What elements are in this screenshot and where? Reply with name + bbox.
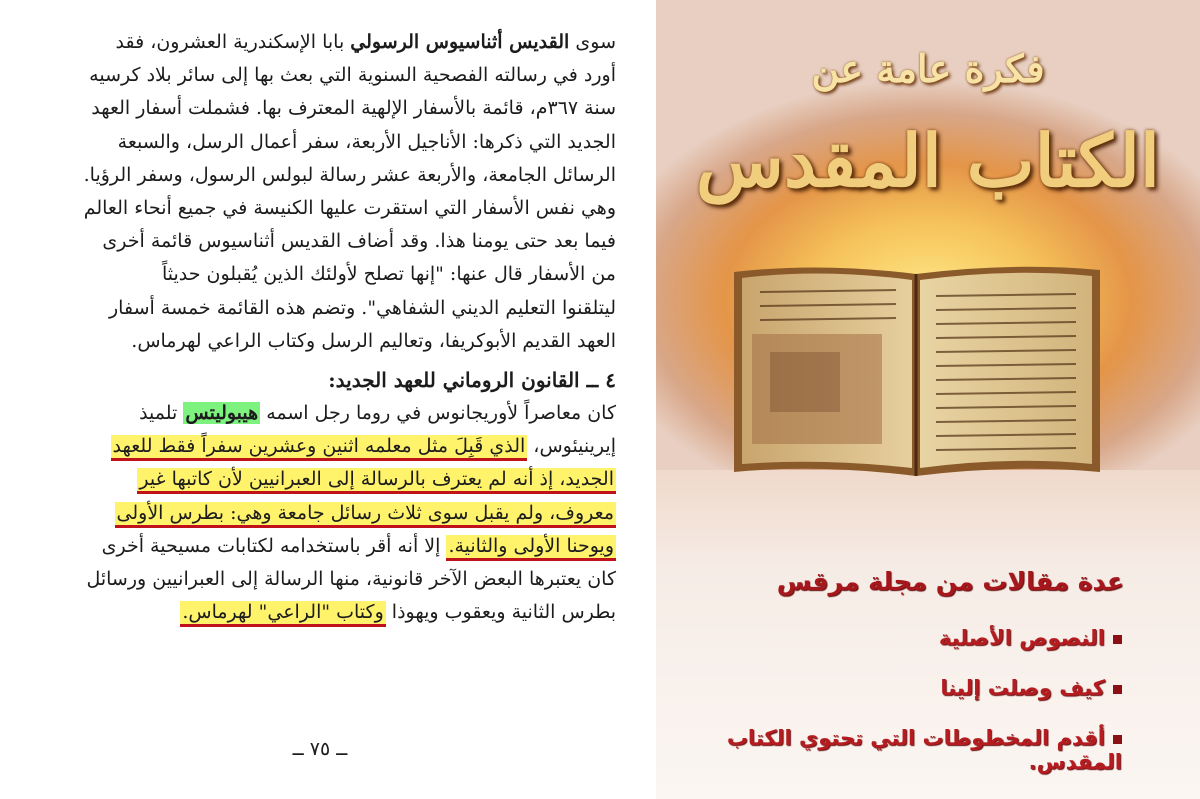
yellow-highlight-underlined: وكتاب "الراعي" لهرماس. bbox=[180, 601, 385, 627]
paragraph-1 bbox=[34, 26, 616, 358]
text-run: العهد القديم الأبوكريفا، وتعاليم الرسل وكتاب الراعي لهرماس. bbox=[131, 329, 616, 352]
cover-title-large: الكتاب المقدس bbox=[696, 118, 1160, 203]
text-line bbox=[34, 430, 616, 463]
text-line bbox=[34, 26, 616, 59]
text-run: الرسائل الجامعة، والأربعة عشر رسالة لبولس الرسول، وسفر الرؤيا. bbox=[83, 163, 616, 186]
text-line bbox=[34, 325, 616, 358]
text-line bbox=[34, 92, 616, 125]
text-run: إيرينيئوس، bbox=[527, 435, 616, 458]
text-run: بطرس الثانية ويعقوب ويهوذا bbox=[385, 601, 616, 624]
text-line bbox=[34, 563, 616, 596]
text-line bbox=[34, 497, 616, 530]
yellow-highlight-underlined: ويوحنا الأولى والثانية. bbox=[446, 535, 616, 561]
text-run: إلا أنه أقر باستخدامه لكتابات مسيحية أخرى bbox=[101, 534, 447, 557]
cover-bullet-label: أقدم المخطوطات التي تحتوي الكتاب المقدس. bbox=[726, 726, 1122, 774]
text-run: من الأسفار قال عنها: "إنها تصلح لأولئك الذين يُقبلون حديثاً bbox=[161, 263, 616, 286]
text-line bbox=[34, 596, 616, 629]
text-run: كان معاصراً لأوريجانوس في روما رجل اسمه bbox=[260, 402, 616, 425]
text-run: سوى bbox=[569, 31, 616, 53]
text-run: أورد في رسالته الفصحية السنوية التي بعث بها إلى سائر بلاد كرسيه bbox=[89, 64, 616, 87]
bullet-square-icon bbox=[1113, 635, 1122, 644]
text-line bbox=[34, 258, 616, 291]
green-highlight: هيبوليتس bbox=[185, 402, 259, 425]
text-run: وهي نفس الأسفار التي استقرت عليها الكنيسة في جميع أنحاء العالم bbox=[83, 196, 616, 219]
text-line bbox=[34, 397, 616, 430]
text-line bbox=[34, 192, 616, 225]
text-run: ليتلقنوا التعليم الديني الشفاهي". وتضم هذه القائمة خمسة أسفار bbox=[109, 296, 616, 319]
yellow-highlight-underlined: معروف، ولم يقبل سوى ثلاث رسائل جامعة وهي: بطرس الأولى bbox=[115, 502, 616, 528]
page-number: ــ ٧٥ ــ bbox=[292, 738, 348, 760]
text-run: سنة ٣٦٧م، قائمة بالأسفار الإلهية المعترف بها. فشملت أسفار العهد bbox=[91, 97, 616, 120]
bullet-square-icon bbox=[1113, 685, 1122, 694]
bold-text-run: القديس أثناسيوس الرسولي bbox=[350, 31, 570, 53]
cover-bullet-oldest-manuscripts bbox=[656, 726, 1122, 774]
text-line bbox=[34, 126, 616, 159]
paragraph-2 bbox=[34, 397, 616, 629]
text-run: كان يعتبرها البعض الآخر قانونية، منها الرسالة إلى العبرانيين ورسائل bbox=[86, 568, 616, 591]
text-line bbox=[34, 225, 616, 258]
text-run: فيما بعد حتى يومنا هذا. وقد أضاف القديس أثناسيوس قائمة أخرى bbox=[102, 230, 616, 253]
page-text-block bbox=[34, 26, 616, 629]
section-heading: ٤ ــ القانون الروماني للعهد الجديد: bbox=[328, 367, 616, 392]
text-run: الجديد التي ذكرها: الأناجيل الأربعة، سفر أعمال الرسل، والسبعة bbox=[117, 130, 616, 153]
cover-bullet-label: النصوص الأصلية bbox=[938, 626, 1105, 650]
text-line bbox=[34, 292, 616, 325]
book-cover bbox=[656, 0, 1200, 799]
yellow-highlight-underlined: الذي قَبِلَ مثل معلمه اثنين وعشرين سفراً فقط للعهد bbox=[111, 435, 528, 461]
bullet-square-icon bbox=[1113, 735, 1122, 744]
open-manuscript-image bbox=[730, 262, 1104, 480]
text-line bbox=[34, 463, 616, 496]
cover-bullet-how-it-reached-us bbox=[940, 676, 1122, 700]
text-run: بابا الإسكندرية العشرون، فقد bbox=[115, 31, 351, 53]
yellow-highlight-underlined: الجديد، إذ أنه لم يعترف بالرسالة إلى العبرانيين لأن كاتبها غير bbox=[137, 468, 616, 494]
cover-subtitle: عدة مقالات من مجلة مرقس bbox=[776, 567, 1124, 596]
text-run: تلميذ bbox=[139, 402, 184, 425]
text-line bbox=[34, 530, 616, 563]
text-line bbox=[34, 59, 616, 92]
text-line bbox=[34, 159, 616, 192]
cover-bullet-label: كيف وصلت إلينا bbox=[940, 676, 1105, 700]
image-divider bbox=[640, 0, 656, 799]
cover-bullet-original-texts bbox=[939, 626, 1122, 650]
cover-title-small: فكرة عامة عن bbox=[811, 46, 1045, 91]
